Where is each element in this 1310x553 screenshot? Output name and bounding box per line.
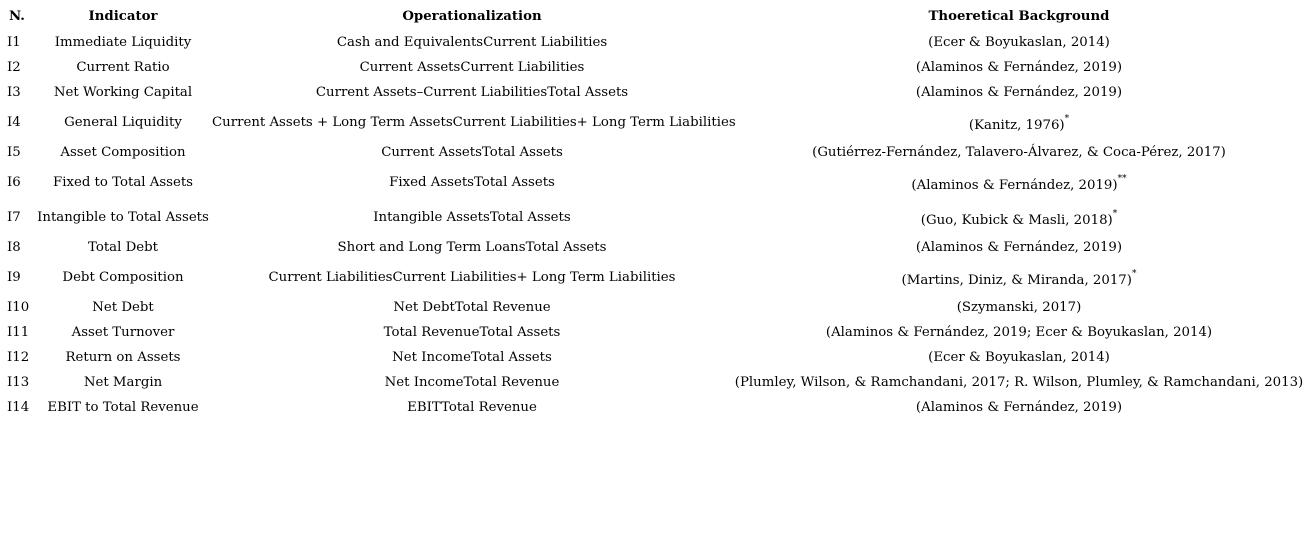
row-operationalization: Intangible AssetsTotal Assets <box>373 209 571 225</box>
row-number: I3 <box>7 84 21 100</box>
row-indicator: Asset Composition <box>60 144 186 160</box>
row-number: I6 <box>7 174 21 190</box>
row-indicator: Debt Composition <box>62 269 184 285</box>
indicators-table <box>4 4 1306 420</box>
row-indicator: Asset Turnover <box>71 324 175 340</box>
row-theoretical-background <box>732 105 1306 140</box>
table-row <box>4 345 1306 370</box>
row-operationalization: Net IncomeTotal Assets <box>392 349 552 365</box>
row-operationalization: EBITTotal Revenue <box>407 399 537 415</box>
header-number: N. <box>9 9 25 25</box>
reference-text: (Alaminos & Fernández, 2019) <box>915 239 1123 255</box>
row-theoretical-background <box>732 370 1306 395</box>
row-theoretical-background <box>732 200 1306 235</box>
row-number: I11 <box>7 324 30 340</box>
row-theoretical-background <box>732 55 1306 80</box>
table-row <box>4 80 1306 105</box>
row-indicator: Net Debt <box>92 299 154 315</box>
reference-text: (Plumley, Wilson, & Ramchandani, 2017; R. Wilson, Plumley, & Ramchandani, 2013) <box>734 374 1304 390</box>
row-number: I14 <box>7 399 30 415</box>
header-indicator: Indicator <box>88 9 158 25</box>
footnote-mark: * <box>1112 208 1118 219</box>
table-row <box>4 295 1306 320</box>
row-indicator: Total Debt <box>88 239 158 255</box>
table-row <box>4 105 1306 140</box>
row-operationalization: Current AssetsTotal Assets <box>381 144 563 160</box>
reference-text: (Alaminos & Fernández, 2019) <box>915 59 1123 75</box>
table-body <box>4 30 1306 420</box>
table-row <box>4 235 1306 260</box>
row-operationalization: Net DebtTotal Revenue <box>393 299 551 315</box>
row-number: I2 <box>7 59 21 75</box>
row-theoretical-background <box>732 320 1306 345</box>
row-operationalization: Cash and EquivalentsCurrent Liabilities <box>336 34 608 50</box>
row-indicator: Net Margin <box>83 374 163 390</box>
row-theoretical-background <box>732 30 1306 55</box>
row-theoretical-background <box>732 295 1306 320</box>
row-indicator: Intangible to Total Assets <box>37 209 209 225</box>
row-indicator: Net Working Capital <box>53 84 193 100</box>
row-operationalization: Current AssetsCurrent Liabilities <box>359 59 585 75</box>
row-number: I4 <box>7 114 21 130</box>
reference-text: (Ecer & Boyukaslan, 2014) <box>928 349 1110 365</box>
table-row <box>4 260 1306 295</box>
header-theoretical-background: Thoeretical Background <box>928 9 1110 25</box>
table-row <box>4 200 1306 235</box>
row-theoretical-background <box>732 260 1306 295</box>
reference-text: (Alaminos & Fernández, 2019) <box>911 178 1118 194</box>
row-theoretical-background <box>732 80 1306 105</box>
reference-text: (Alaminos & Fernández, 2019) <box>915 399 1123 415</box>
reference-text: (Gutiérrez-Fernández, Talavero-Álvarez, & Coca-Pérez, 2017) <box>812 144 1226 160</box>
row-operationalization: Current Assets–Current LiabilitiesTotal Assets <box>315 84 629 100</box>
table-row <box>4 30 1306 55</box>
reference-text: (Alaminos & Fernández, 2019; Ecer & Boyukaslan, 2014) <box>825 324 1213 340</box>
reference-text: (Kanitz, 1976) <box>968 118 1065 134</box>
reference-text: (Szymanski, 2017) <box>956 299 1082 315</box>
row-operationalization: Short and Long Term LoansTotal Assets <box>337 239 607 255</box>
row-number: I10 <box>7 299 30 315</box>
table-row <box>4 165 1306 200</box>
reference-text: (Alaminos & Fernández, 2019) <box>915 84 1123 100</box>
reference-text: (Martins, Diniz, & Miranda, 2017) <box>901 273 1132 289</box>
row-number: I5 <box>7 144 21 160</box>
row-number: I12 <box>7 349 30 365</box>
table-row <box>4 370 1306 395</box>
footnote-mark: ** <box>1117 173 1127 184</box>
row-theoretical-background <box>732 165 1306 200</box>
row-indicator: Return on Assets <box>65 349 181 365</box>
row-operationalization: Current LiabilitiesCurrent Liabilities+ Long Term Liabilities <box>268 269 676 285</box>
row-theoretical-background <box>732 140 1306 165</box>
row-indicator: General Liquidity <box>64 114 182 130</box>
reference-text: (Ecer & Boyukaslan, 2014) <box>928 34 1110 50</box>
row-theoretical-background <box>732 395 1306 420</box>
header-row <box>4 4 1306 30</box>
row-number: I9 <box>7 269 21 285</box>
row-indicator: EBIT to Total Revenue <box>47 399 199 415</box>
footnote-mark: * <box>1131 268 1137 279</box>
row-theoretical-background <box>732 235 1306 260</box>
row-indicator: Current Ratio <box>76 59 170 75</box>
row-theoretical-background <box>732 345 1306 370</box>
header-operationalization: Operationalization <box>402 9 542 25</box>
table-row <box>4 140 1306 165</box>
row-indicator: Fixed to Total Assets <box>52 174 194 190</box>
row-number: I8 <box>7 239 21 255</box>
reference-text: (Guo, Kubick & Masli, 2018) <box>920 213 1113 229</box>
row-operationalization: Current Assets + Long Term AssetsCurrent Liabilities+ Long Term Liabilities <box>212 114 736 130</box>
row-number: I13 <box>7 374 30 390</box>
row-number: I1 <box>7 34 21 50</box>
table-row <box>4 395 1306 420</box>
row-number: I7 <box>7 209 21 225</box>
table-row <box>4 55 1306 80</box>
row-operationalization: Net IncomeTotal Revenue <box>384 374 560 390</box>
footnote-mark: * <box>1064 113 1070 124</box>
table-row <box>4 320 1306 345</box>
row-operationalization: Total RevenueTotal Assets <box>383 324 561 340</box>
row-indicator: Immediate Liquidity <box>54 34 192 50</box>
row-operationalization: Fixed AssetsTotal Assets <box>389 174 555 190</box>
